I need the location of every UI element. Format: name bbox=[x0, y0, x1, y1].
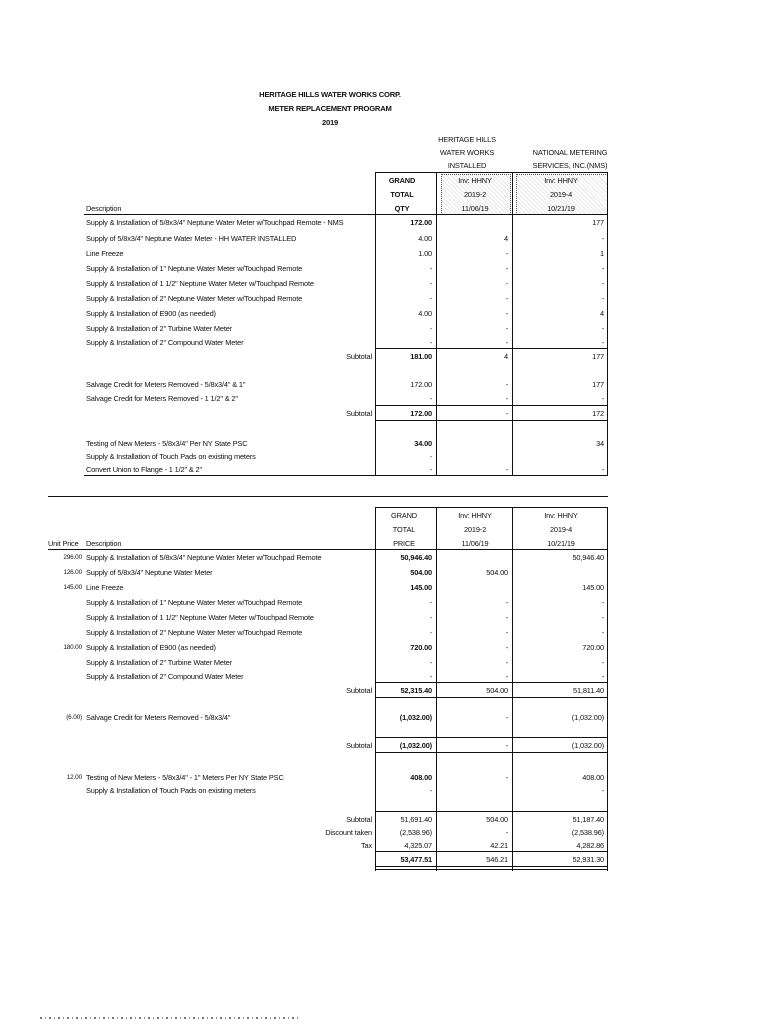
row-nms: (1,032.00) bbox=[571, 713, 604, 722]
group-hhww-line2: WATER WORKS bbox=[439, 148, 495, 157]
subtotal-hhww: 504.00 bbox=[486, 686, 508, 695]
subtotal-hhww: - bbox=[505, 741, 508, 750]
row-nms: - bbox=[601, 613, 604, 622]
grand-total: 53,477.51 bbox=[400, 855, 432, 864]
row-nms: - bbox=[601, 338, 604, 347]
row-hhww: - bbox=[505, 279, 508, 288]
year-title: 2019 bbox=[321, 118, 339, 127]
nms-inv: Inv: HHNY bbox=[544, 176, 578, 185]
row-hhww: - bbox=[505, 338, 508, 347]
unit-price-header: Unit Price bbox=[48, 539, 79, 548]
scan-footer-noise bbox=[40, 1017, 300, 1019]
row-description: Supply & Installation of Touch Pads on existing meters bbox=[86, 452, 256, 461]
grand-label-3: QTY bbox=[394, 204, 410, 213]
row-nms: 177 bbox=[592, 380, 604, 389]
grand-total-nms: 52,931.30 bbox=[572, 855, 604, 864]
row-total: - bbox=[429, 672, 432, 681]
row-hhww: - bbox=[505, 643, 508, 652]
row-qty: 4.00 bbox=[418, 309, 432, 318]
row-qty: - bbox=[429, 264, 432, 273]
subtotal-nms: 177 bbox=[592, 352, 604, 361]
subtotal-hhww: - bbox=[505, 409, 508, 418]
subtotal-label: Subtotal bbox=[346, 352, 372, 361]
subtotal-total: (1,032.00) bbox=[399, 741, 432, 750]
row-hhww: - bbox=[505, 309, 508, 318]
row-hhww: - bbox=[505, 264, 508, 273]
row-description: Salvage Credit for Meters Removed - 5/8x3/4" & 1" bbox=[86, 380, 246, 389]
totals-total: (2,538.96) bbox=[399, 828, 432, 837]
subtotal-qty: 172.00 bbox=[410, 409, 432, 418]
group-hhww-line1: HERITAGE HILLS bbox=[438, 135, 496, 144]
row-hhww: - bbox=[505, 613, 508, 622]
row-total: - bbox=[429, 598, 432, 607]
subtotal-nms: 172 bbox=[592, 409, 604, 418]
row-qty: 172.00 bbox=[410, 380, 432, 389]
row-unit-price: 296.00 bbox=[63, 554, 82, 561]
row-description: Supply & Installation of 2" Neptune Water Meter w/Touchpad Remote bbox=[86, 628, 303, 637]
grand-label-3: PRICE bbox=[393, 539, 415, 548]
row-hhww: - bbox=[505, 598, 508, 607]
hhww-inv: Inv: HHNY bbox=[458, 176, 492, 185]
hhww-date: 11/06/19 bbox=[461, 539, 489, 548]
row-description: Supply & Installation of 2" Turbine Water Meter bbox=[86, 658, 233, 667]
row-description: Supply & Installation of 1" Neptune Water Meter w/Touchpad Remote bbox=[86, 598, 303, 607]
row-description: Testing of New Meters - 5/8x3/4" - 1" Meters Per NY State PSC bbox=[86, 773, 284, 782]
row-description: Supply & Installation of 1" Neptune Water Meter w/Touchpad Remote bbox=[86, 264, 303, 273]
row-description: Supply & Installation of 1 1/2" Neptune Water Meter w/Touchpad Remote bbox=[86, 613, 314, 622]
row-description: Salvage Credit for Meters Removed - 5/8x3/4" bbox=[86, 713, 231, 722]
row-nms: - bbox=[601, 279, 604, 288]
company-title: HERITAGE HILLS WATER WORKS CORP. bbox=[259, 90, 401, 99]
row-nms: - bbox=[601, 628, 604, 637]
totals-total: 51,691.40 bbox=[400, 815, 432, 824]
nms-inv: Inv: HHNY bbox=[544, 511, 578, 520]
row-description: Supply & Installation of 2" Compound Water Meter bbox=[86, 338, 244, 347]
row-description: Supply & Installation of 1 1/2" Neptune Water Meter w/Touchpad Remote bbox=[86, 279, 314, 288]
totals-hhww: - bbox=[505, 828, 508, 837]
row-total: 50,946.40 bbox=[400, 553, 432, 562]
nms-invno: 2019-4 bbox=[549, 525, 573, 534]
nms-date: 10/21/19 bbox=[547, 539, 575, 548]
grand-label-1: GRAND bbox=[388, 176, 416, 185]
row-hhww: - bbox=[505, 465, 508, 474]
subtotal-total: 52,315.40 bbox=[400, 686, 432, 695]
row-total: - bbox=[429, 658, 432, 667]
row-nms: - bbox=[601, 672, 604, 681]
row-hhww: 504.00 bbox=[486, 568, 508, 577]
row-total: 504.00 bbox=[410, 568, 432, 577]
row-unit-price: 180.00 bbox=[63, 644, 82, 651]
nms-date: 10/21/19 bbox=[547, 204, 575, 213]
row-description: Supply & Installation of 2" Turbine Water Meter bbox=[86, 324, 233, 333]
row-nms: - bbox=[601, 234, 604, 243]
row-description: Supply & Installation of 2" Compound Water Meter bbox=[86, 672, 244, 681]
totals-hhww: 504.00 bbox=[486, 815, 508, 824]
row-description: Supply of 5/8x3/4" Neptune Water Meter bbox=[86, 568, 213, 577]
row-qty: 34.00 bbox=[414, 439, 432, 448]
row-hhww: - bbox=[505, 672, 508, 681]
row-qty: - bbox=[429, 338, 432, 347]
subtotal-label: Subtotal bbox=[346, 409, 372, 418]
row-description: Supply & Installation of 2" Neptune Water Meter w/Touchpad Remote bbox=[86, 294, 303, 303]
subtotal-label: Subtotal bbox=[346, 686, 372, 695]
row-qty: 172.00 bbox=[410, 218, 432, 227]
row-nms: - bbox=[601, 264, 604, 273]
row-total: 720.00 bbox=[410, 643, 432, 652]
row-hhww: - bbox=[505, 773, 508, 782]
row-description: Supply & Installation of Touch Pads on existing meters bbox=[86, 786, 256, 795]
row-qty: 1.00 bbox=[418, 249, 432, 258]
row-hhww: - bbox=[505, 324, 508, 333]
totals-nms: 51,187.40 bbox=[572, 815, 604, 824]
row-qty: 4.00 bbox=[418, 234, 432, 243]
grand-label-2: TOTAL bbox=[390, 190, 414, 199]
row-nms: - bbox=[601, 324, 604, 333]
row-nms: 177 bbox=[592, 218, 604, 227]
group-hhww-line3: INSTALLED bbox=[447, 161, 487, 170]
row-hhww: 4 bbox=[504, 234, 508, 243]
row-hhww: - bbox=[505, 380, 508, 389]
row-description: Supply & Installation of E900 (as needed) bbox=[86, 309, 216, 318]
row-qty: - bbox=[429, 324, 432, 333]
row-total: (1,032.00) bbox=[399, 713, 432, 722]
row-description: Line Freeze bbox=[86, 583, 124, 592]
row-total: - bbox=[429, 628, 432, 637]
row-nms: 720.00 bbox=[582, 643, 604, 652]
program-title: METER REPLACEMENT PROGRAM bbox=[268, 104, 392, 113]
subtotal-label: Subtotal bbox=[346, 741, 372, 750]
nms-invno: 2019-4 bbox=[549, 190, 573, 199]
row-hhww: - bbox=[505, 658, 508, 667]
row-total: - bbox=[429, 613, 432, 622]
row-qty: - bbox=[429, 394, 432, 403]
row-hhww: - bbox=[505, 628, 508, 637]
grand-label-2: TOTAL bbox=[392, 525, 416, 534]
subtotal-nms: 51,811.40 bbox=[573, 686, 604, 695]
row-nms: - bbox=[601, 598, 604, 607]
row-hhww: - bbox=[505, 249, 508, 258]
hhww-date: 11/06/19 bbox=[461, 204, 489, 213]
totals-total: 4,325.07 bbox=[404, 841, 432, 850]
row-hhww: - bbox=[505, 394, 508, 403]
row-description: Supply & Installation of E900 (as needed) bbox=[86, 643, 216, 652]
row-nms: - bbox=[601, 786, 604, 795]
row-qty: - bbox=[429, 279, 432, 288]
row-description: Convert Union to Flange - 1 1/2" & 2" bbox=[86, 465, 202, 474]
totals-label: Discount taken bbox=[325, 828, 372, 837]
description-header: Description bbox=[86, 204, 122, 213]
subtotal-hhww: 4 bbox=[504, 352, 508, 361]
row-total: 408.00 bbox=[410, 773, 432, 782]
row-unit-price: 126.00 bbox=[63, 569, 82, 576]
row-unit-price: (6.00) bbox=[66, 714, 82, 721]
row-total: 145.00 bbox=[410, 583, 432, 592]
row-unit-price: 145.00 bbox=[63, 584, 82, 591]
row-nms: 1 bbox=[600, 249, 604, 258]
row-description: Salvage Credit for Meters Removed - 1 1/2" & 2" bbox=[86, 394, 238, 403]
row-nms: - bbox=[601, 658, 604, 667]
row-unit-price: 12.00 bbox=[66, 774, 82, 781]
row-description: Supply of 5/8x3/4" Neptune Water Meter - HH WATER INSTALLED bbox=[86, 234, 297, 243]
hhww-inv: Inv: HHNY bbox=[458, 511, 492, 520]
totals-nms: 4,282.86 bbox=[576, 841, 604, 850]
row-qty: - bbox=[429, 452, 432, 461]
row-hhww: - bbox=[505, 294, 508, 303]
grand-label-1: GRAND bbox=[391, 511, 417, 520]
subtotal-nms: (1,032.00) bbox=[571, 741, 604, 750]
group-nms-line2: SERVICES, INC.(NMS) bbox=[532, 161, 608, 170]
row-description: Line Freeze bbox=[86, 249, 124, 258]
totals-hhww: 42.21 bbox=[490, 841, 508, 850]
group-nms-line1: NATIONAL METERING bbox=[532, 148, 608, 157]
row-total: - bbox=[429, 786, 432, 795]
row-nms: 145.00 bbox=[582, 583, 604, 592]
row-description: Testing of New Meters - 5/8x3/4" Per NY State PSC bbox=[86, 439, 248, 448]
grand-total-hhww: 546.21 bbox=[486, 855, 508, 864]
row-nms: - bbox=[601, 394, 604, 403]
row-description: Supply & Installation of 5/8x3/4" Neptune Water Meter w/Touchpad Remote bbox=[86, 553, 322, 562]
row-nms: 34 bbox=[596, 439, 604, 448]
row-qty: - bbox=[429, 294, 432, 303]
description-header: Description bbox=[86, 539, 122, 548]
totals-nms: (2,538.96) bbox=[571, 828, 604, 837]
totals-label: Tax bbox=[360, 841, 372, 850]
row-qty: - bbox=[429, 465, 432, 474]
row-nms: 50,946.40 bbox=[572, 553, 604, 562]
row-nms: - bbox=[601, 465, 604, 474]
row-nms: 408.00 bbox=[582, 773, 604, 782]
hhww-invno: 2019-2 bbox=[463, 525, 487, 534]
row-nms: - bbox=[601, 294, 604, 303]
hhww-invno: 2019-2 bbox=[463, 190, 487, 199]
totals-label: Subtotal bbox=[346, 815, 372, 824]
subtotal-qty: 181.00 bbox=[410, 352, 432, 361]
row-nms: 4 bbox=[600, 309, 604, 318]
row-description: Supply & Installation of 5/8x3/4" Neptune Water Meter w/Touchpad Remote - NMS bbox=[86, 218, 344, 227]
row-hhww: - bbox=[505, 713, 508, 722]
